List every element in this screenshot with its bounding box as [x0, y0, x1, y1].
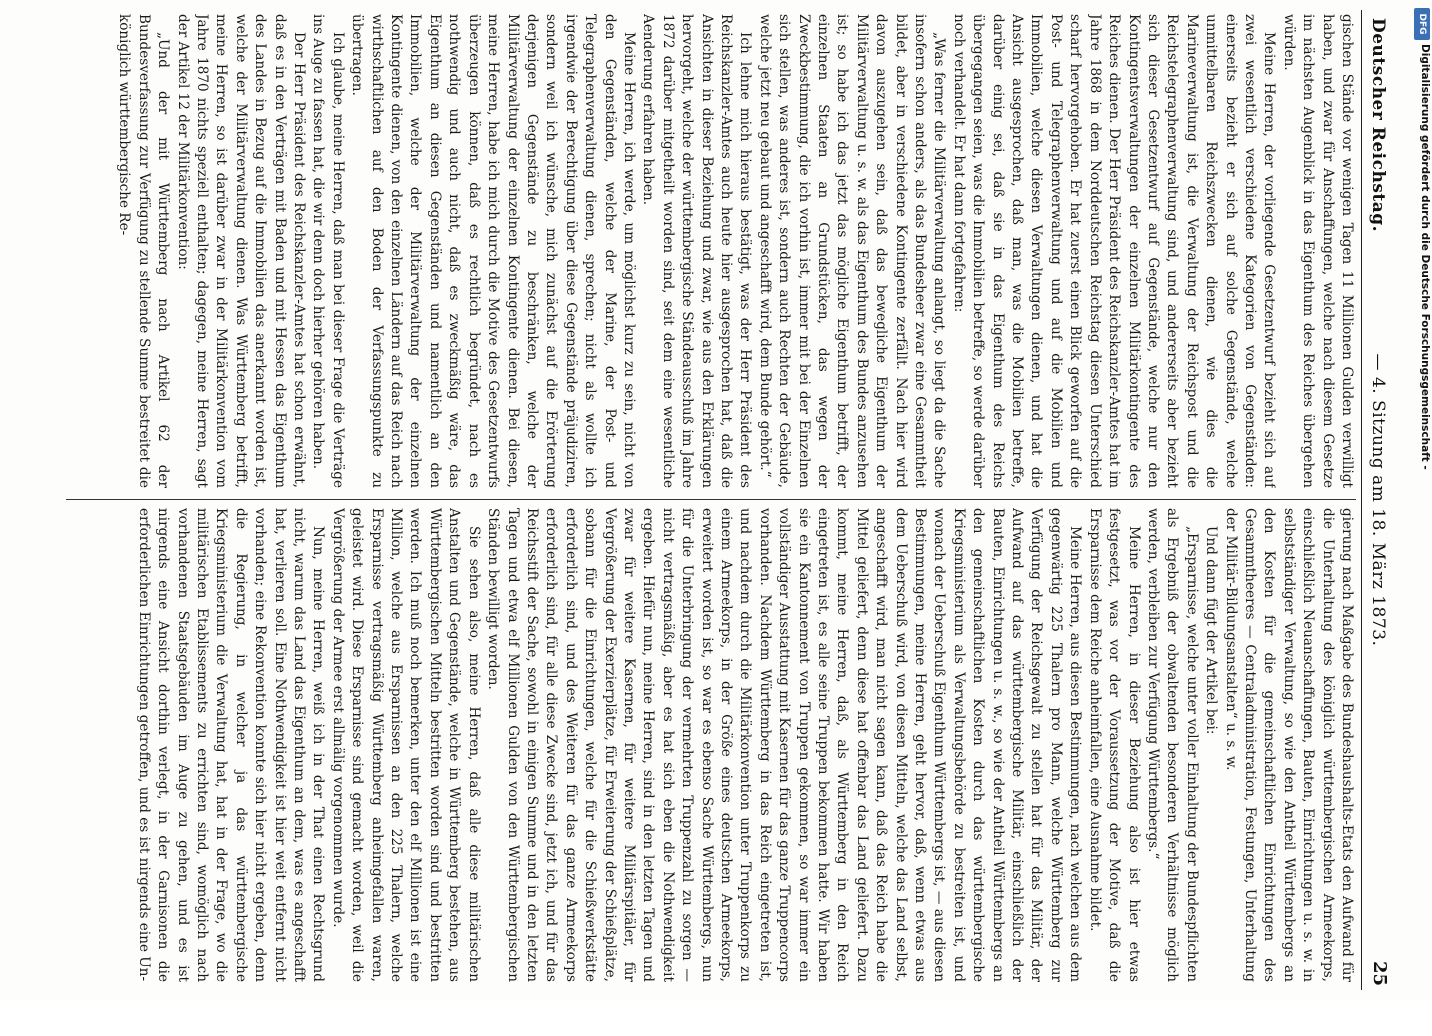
left-text-column	[66, 14, 1356, 488]
paragraph: Und dann fügt der Artikel bei:	[1203, 526, 1220, 735]
paragraph: „Ersparnisse, welche unter voller Einhaltung der Bundespflichten als Ergebniß der obwaltenden besonderen Verhältnisse möglich werden, verbleiben zur Verfügung Württembergs.“	[1144, 508, 1200, 982]
paragraph: „Und der mit Württemberg nach Artikel 62 der Bundesverfassung zur Verfügung zu stellende Summe bestreitet die königlich württembergische Re-	[116, 14, 172, 488]
paragraph: Ich lehne mich hieraus bestätigt, was der Herr Präsident des Reichskanzler-Amtes auch heute hier ausgesprochen hat, daß die Ansichten in dieser Beziehung und zwar, wie aus den Erklärungen hervorgeht, welche der württembergische Ständeausschuß im Jahre 1872 darüber mitgetheilt worden sind, seit dem eine wesentliche Aenderung erfahren haben.	[640, 14, 754, 488]
right-text-column	[66, 508, 1356, 982]
dfg-logo-text: DFG	[1417, 13, 1427, 35]
paragraph: Meine Herren, in dieser Beziehung also ist hier etwas festgesetzt, was vor der Voraussetzung der Motive, daß die Ersparnisse dem Reiche anheimfallen, eine Ausnahme bildet.	[1086, 508, 1142, 982]
running-head-title: Deutscher Reichstag.	[1368, 18, 1388, 233]
paragraph: Meine Herren, ich werde, um möglichst kurz zu sein, nicht von den Gegenständen, welche der Marine, der Post- und Telegraphenverwaltung dienen, sprechen; nicht als wollte ich irgendwie der Berechtigung über diese Gegenstände präjudiziren, sondern weil ich wünsche, mich zunächst auf die Erörterung derjenigen Gegenstände zu beschränken, welche der Militärverwaltung der einzelnen Kontingente dienen. Bei diesen, meine Herren, habe ich mich durch die Motive des Gesetzentwurfs überzeugen können, daß es rechtlich begründet, nach es nothwendig und auch nicht, daß es zweckmäßig wäre, das Eigenthum an diesen Gegenständen und namentlich an den Immobilien, welche der Militärverwaltung der einzelnen Kontingente dienen, von den einzelnen Ländern auf das Reich nach wirthschaftlichen auf den Boden der Verfassungspunkte zu übertragen.	[349, 14, 637, 488]
dfg-logo	[1414, 8, 1430, 40]
running-head-session: — 4. Sitzung am 18. März 1873.	[1368, 353, 1388, 647]
paragraph: Der Herr Präsident des Reichskanzler-Amtes hat schon erwähnt, daß es in den Verträgen mit Baden und mit Hessen das Eigenthum des Landes in Bezug auf die Immobilien das anerkannt worden ist, welche der Militärverwaltung dienen. Was Württemberg betrifft, meine Herren, so ist darüber zwar in der Militärkonvention vom Jahre 1870 nichts speziell enthalten; dagegen, meine Herren, sagt der Artikel 12 der Militärkonvention:	[174, 14, 308, 488]
paragraph: „Was ferner die Militärverwaltung anlangt, so liegt da die Sache insofern schon anders, als das Bundesheer zwar eine Gesammtheit bildet, aber in verschiedene Kontingente zerfällt. Nach hier wird davon auszugehen sein, daß das bewegliche Eigenthum der Militärverwaltung u. s. w. als das Eigenthum des Bundes anzusehen ist; so habe ich das jetzt das mögliche Eigenthum betrifft, der einzelnen Staaten an Grundstücken, das wegen der Zweckbestimmung, die ich vorhin ist, immer mit bei der Einzelnen sich stellen, was anderes ist, sondern auch Rechten der Gebäude, welche jetzt neu gebaut und angeschafft wird, dem Bunde gehört.“	[756, 14, 948, 488]
paragraph: Meine Herren, aus diesen Bestimmungen, nach welchen aus dem gegenwärtig 225 Thalern pro Mann, welche Württemberg zur Verfügung der Reichsgewalt zu stellen hat für das Militär, der Aufwand auf das württembergische Militär, einschließlich der Bauten, Einrichtungen u. s. w., so wie der Antheil Württembergs an den gemeinschaftlichen Kosten durch das württembergische Kriegsministerium als Verwaltungsbehörde zu bestreiten ist, und wonach der Ueberschuß Eigenthum Württembergs ist, — aus diesen Bestimmungen, meine Herren, geht hervor, daß, wenn etwas aus dem Ueberschuß wird, von diesen Mitteln, welche das Land selbst, angeschafft wird, man nicht sagen kann, daß das Reich habe die Mittel geliefert, denn diese hat offenbar das Land geliefert. Dazu kommt, meine Herren, daß, als Württemberg in den Reich eingetreten ist, es alle seine Truppen bekommen hatte. Wir haben sie ein Kantonnement von Truppen gekommen, so war immer ein vollständiger Ausstattung mit Kasernen für das ganze Truppencorps vorhanden. Nachdem Württemberg in das Reich eingetreten ist, und nachdem durch die Militärkonvention unter Truppenkorps zu einem Armeekorps, in der Größe eines deutschen Armeekorps, erweitert worden ist, so war es ebenso Sache Württembergs, nun für die Unterbringung der vermehrten Truppenzahl zu sorgen — nicht vertragsmäßig, aber es hat sich eben die Nothwendigkeit ergeben. Hiefür nun, meine Herren, sind in den letzten Tagen und zwar für weitere Kasernen, für weitere Militärspitäler, für Vergrößerung der Exerzierplätze, für Erweiterung der Schießplätze, sobann für die Einrichtungen, welche für die Schießwerkstätte erforderlich sind, und des Weiteren für das ganze Armeekorps erforderlich sind, für alle diese Zwecke sind, jetzt ich, und für das Reichsstift der Sache, sowohl in einigen Summe und in den letzten Tagen und etwa elf Millionen Gulden von den Württembergischen Ständen bewilligt worden.	[485, 508, 1084, 982]
column-divider	[66, 499, 1356, 500]
paragraph: Ich glaube, meine Herren, daß man bei dieser Frage die Verträge ins Auge zu fassen hat, die wir denn doch hierher gehören haben.	[310, 14, 346, 488]
running-head	[1364, 6, 1390, 994]
page-content	[60, 6, 1390, 994]
header-rule	[1361, 10, 1362, 990]
paragraph: gierung nach Maßgabe des Bundeshaushalts-Etats den Aufwand für die Unterhaltung des königlich württembergischen Armeekorps, einschließlich Neuanschaffungen, Bauten, Einrichtungen u. s. w. in selbstständiger Verwaltung, so wie den Antheil Württembergs an den Kosten für die gemeinschaftlichen Einrichtungen des Gesammtheeres — Centraladministration, Festungen, Unterhaltung der Militär-Bildungsanstalten“ u. s. w.	[1222, 508, 1355, 982]
paragraph: gischen Stände vor wenigen Tagen 11 Millionen Gulden verwilligt haben, und zwar für Anschaffungen, welche nach diesem Gesetze im nächsten Augenblick in das Eigenthum des Reiches übergehen würden.	[1280, 14, 1355, 488]
credit-text: Digitalisierung gefördert durch die Deutsche Forschungsgemeinschaft -	[1419, 44, 1431, 470]
page-number: 25	[1369, 960, 1390, 986]
digitization-credit	[1418, 44, 1432, 1036]
paragraph: Meine Herren, der vorliegende Gesetzentwurf bezieht sich auf zwei wesentlich verschiedene Kategorien von Gegenständen: einerseits bezieht er sich auf solche Gegenstände, welche unmittelbaren Reichszwecken dienen, wie dies die Marineverwaltung ist, die Verwaltung der Reichspost und die Reichstelegraphenverwaltung sind, und andererseits aber bezieht sich dieser Gesetzentwurf auf Gegenstände, welche nur den Kontingentsverwaltungen der einzelnen Militärkontingente des Reiches dienen. Der Herr Präsident des Reichskanzler-Amtes hat im Jahre 1868 in dem Norddeutschen Reichstag diesen Unterschied scharf hervorgehoben. Er hat zuerst einen Blick geworfen auf die Post- und Telegraphenverwaltung und auf die Mobilien und Immobilien, welche diesen Verwaltungen dienen, und hat die Ansicht ausgesprochen, daß man, was die Mobilien betreffe, darüber einig sei, daß sie in das Eigenthum des Reichs übergegangen seien, was die Immobilien betreffe, so werde darüber noch verhandelt. Er hat dann fortgefahren:	[950, 14, 1278, 488]
paragraph: Nun, meine Herren, weiß ich in der That einen Rechtsgrund nicht, warum das Land das Eigenthum an dem, was es angeschafft hat, verlieren soll. Eine Nothwendigkeit ist hier weit entfernt nicht vorhanden; eine Rekonvention konnte sich hier nicht ergeben, denn die Regierung, in welcher ja das württembergische Kriegsministerium die Verwaltung hat, hat in der Frage, wo die militärischen Etablissements zu errichten sind, womöglich nach vorhandenen Staatsgebäuden im Auge zu gehen, und es ist nirgends eine Ansicht dorthin verlegt, in der Garnisonen die erforderlichen Einrichtungen getroffen, und es ist nirgends eine Un-	[135, 508, 327, 982]
paragraph: Sie sehen also, meine Herren, daß alle diese militärischen Anstalten und Gegenstände, welche in Württemberg bestehen, aus Württembergischen Mitteln bestritten worden sind und bestritten werden. Ich muß noch bemerken, unter den elf Millionen ist eine Million, welche aus Ersparnissen an den 225 Thalern, welche Ersparnisse vertragsmäßig Württemberg anheimgefallen waren, geleistet wird. Diese Ersparnisse sind gemacht worden, weil die Vergrößerung der Armee erst allmälig vorgenommen wurde.	[329, 508, 482, 982]
